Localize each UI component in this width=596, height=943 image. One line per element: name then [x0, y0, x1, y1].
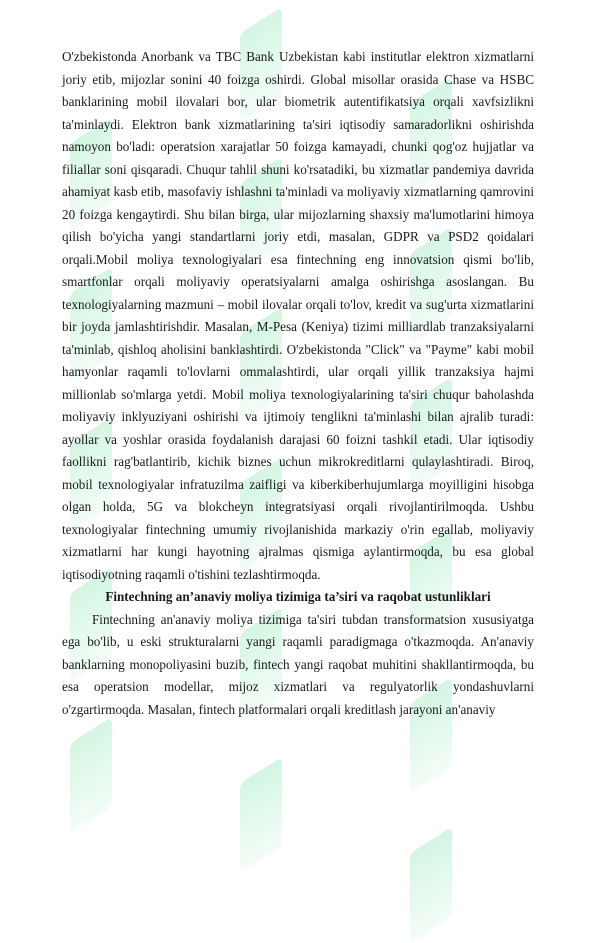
watermark-mark	[240, 757, 282, 873]
section-heading: Fintechning an’anaviy moliya tizimiga ta’siri va raqobat ustunliklari	[105, 589, 491, 604]
body-paragraph-1: O'zbekistonda Anorbank va TBC Bank Uzbekistan kabi institutlar elektron xizmatlarni joriy etib, mijozlar sonini 40 foizga oshirdi. Global misollar orasida Chase va HSBC banklarining mobil ilovalari bor, ular biometrik autentifikatsiya orqali xavfsizlikni ta'minlaydi. Elektron bank xizmatlarining ta'siri iqtisodiy samaradorlikni oshirishda namoyon bo'ladi: operatsion xarajatlar 50 foizga kamayadi, chunki qog'oz hujjatlar va filiallar soni qisqaradi. Chuqur tahlil shuni ko'rsatadiki, bu xizmatlar pandemiya davrida ahamiyat kasb etib, masofaviy ishlashni ta'minladi va moliyaviy xizmatlarning qamrovini 20 foizga kengaytirdi. Shu bilan birga, ular mijozlarning shaxsiy ma'lumotlarini himoya qilish bo'yicha yangi standartlarni joriy etdi, masalan, GDPR va PSD2 qoidalari orqali.Mobil moliya texnologiyalari esa fintechning eng innovatsion qismi bo'lib, smartfonlar orqali moliyaviy operatsiyalarni amalga oshirishga asoslangan. Bu texnologiyalarning mazmuni – mobil ilovalar orqali to'lov, kredit va sug'urta xizmatlarini bir joyda jamlashtirishdir. Masalan, M-Pesa (Keniya) tizimi milliardlab tranzaksiyalarni ta'minlab, qishloq aholisini banklashtirdi. O'zbekistonda "Click" va "Payme" kabi mobil hamyonlar raqamli to'lovlarni ommalashtirdi, ular orqali yillik tranzaksiya hajmi millionlab so'mlarga yetdi. Mobil moliya texnologiyalarining ta'siri chuqur baholashda moliyaviy inklyuziyani oshirishi va ijtimoiy tenglikni ta'minlashi bilan ajralib turadi: ayollar va yoshlar orasida foydalanish darajasi 60 foizni tashkil etadi. Ular iqtisodiy faollikni rag'batlantirib, kichik biznes uchun mikrokreditlarni qulaylashtiradi. Biroq, mobil texnologiyalar infratuzilma zaifligi va kiberkiberhujumlarga moyilligini hisobga olgan holda, 5G va blokcheyn integratsiyasi orqali rivojlantirilmoqda. Ushbu texnologiyalar fintechning umumiy rivojlanishida markaziy o'rin egallab, moliyaviy xizmatlarni har kungi hayotning ajralmas qismiga aylantirmoqda, bu esa global iqtisodiyotning raqamli o'tishini tezlashtirmoqda.	[62, 49, 534, 582]
watermark-mark	[410, 827, 452, 943]
document-page	[62, 46, 534, 721]
watermark-mark	[70, 717, 112, 833]
body-paragraph-2: Fintechning an'anaviy moliya tizimiga ta'siri tubdan transformatsion xususiyatga ega bo'lib, u eski strukturalarni yangi raqamli paradigmaga o'tkazmoqda. An'anaviy banklarning monopoliyasini buzib, fintech yangi raqobat muhitini shakllantirmoqda, bu esa operatsion modellar, mijoz xizmatlari va regulyatorlik yondashuvlarni o'zgartirmoqda. Masalan, fintech platformalari orqali kreditlash jarayoni an'anaviy	[62, 611, 534, 717]
